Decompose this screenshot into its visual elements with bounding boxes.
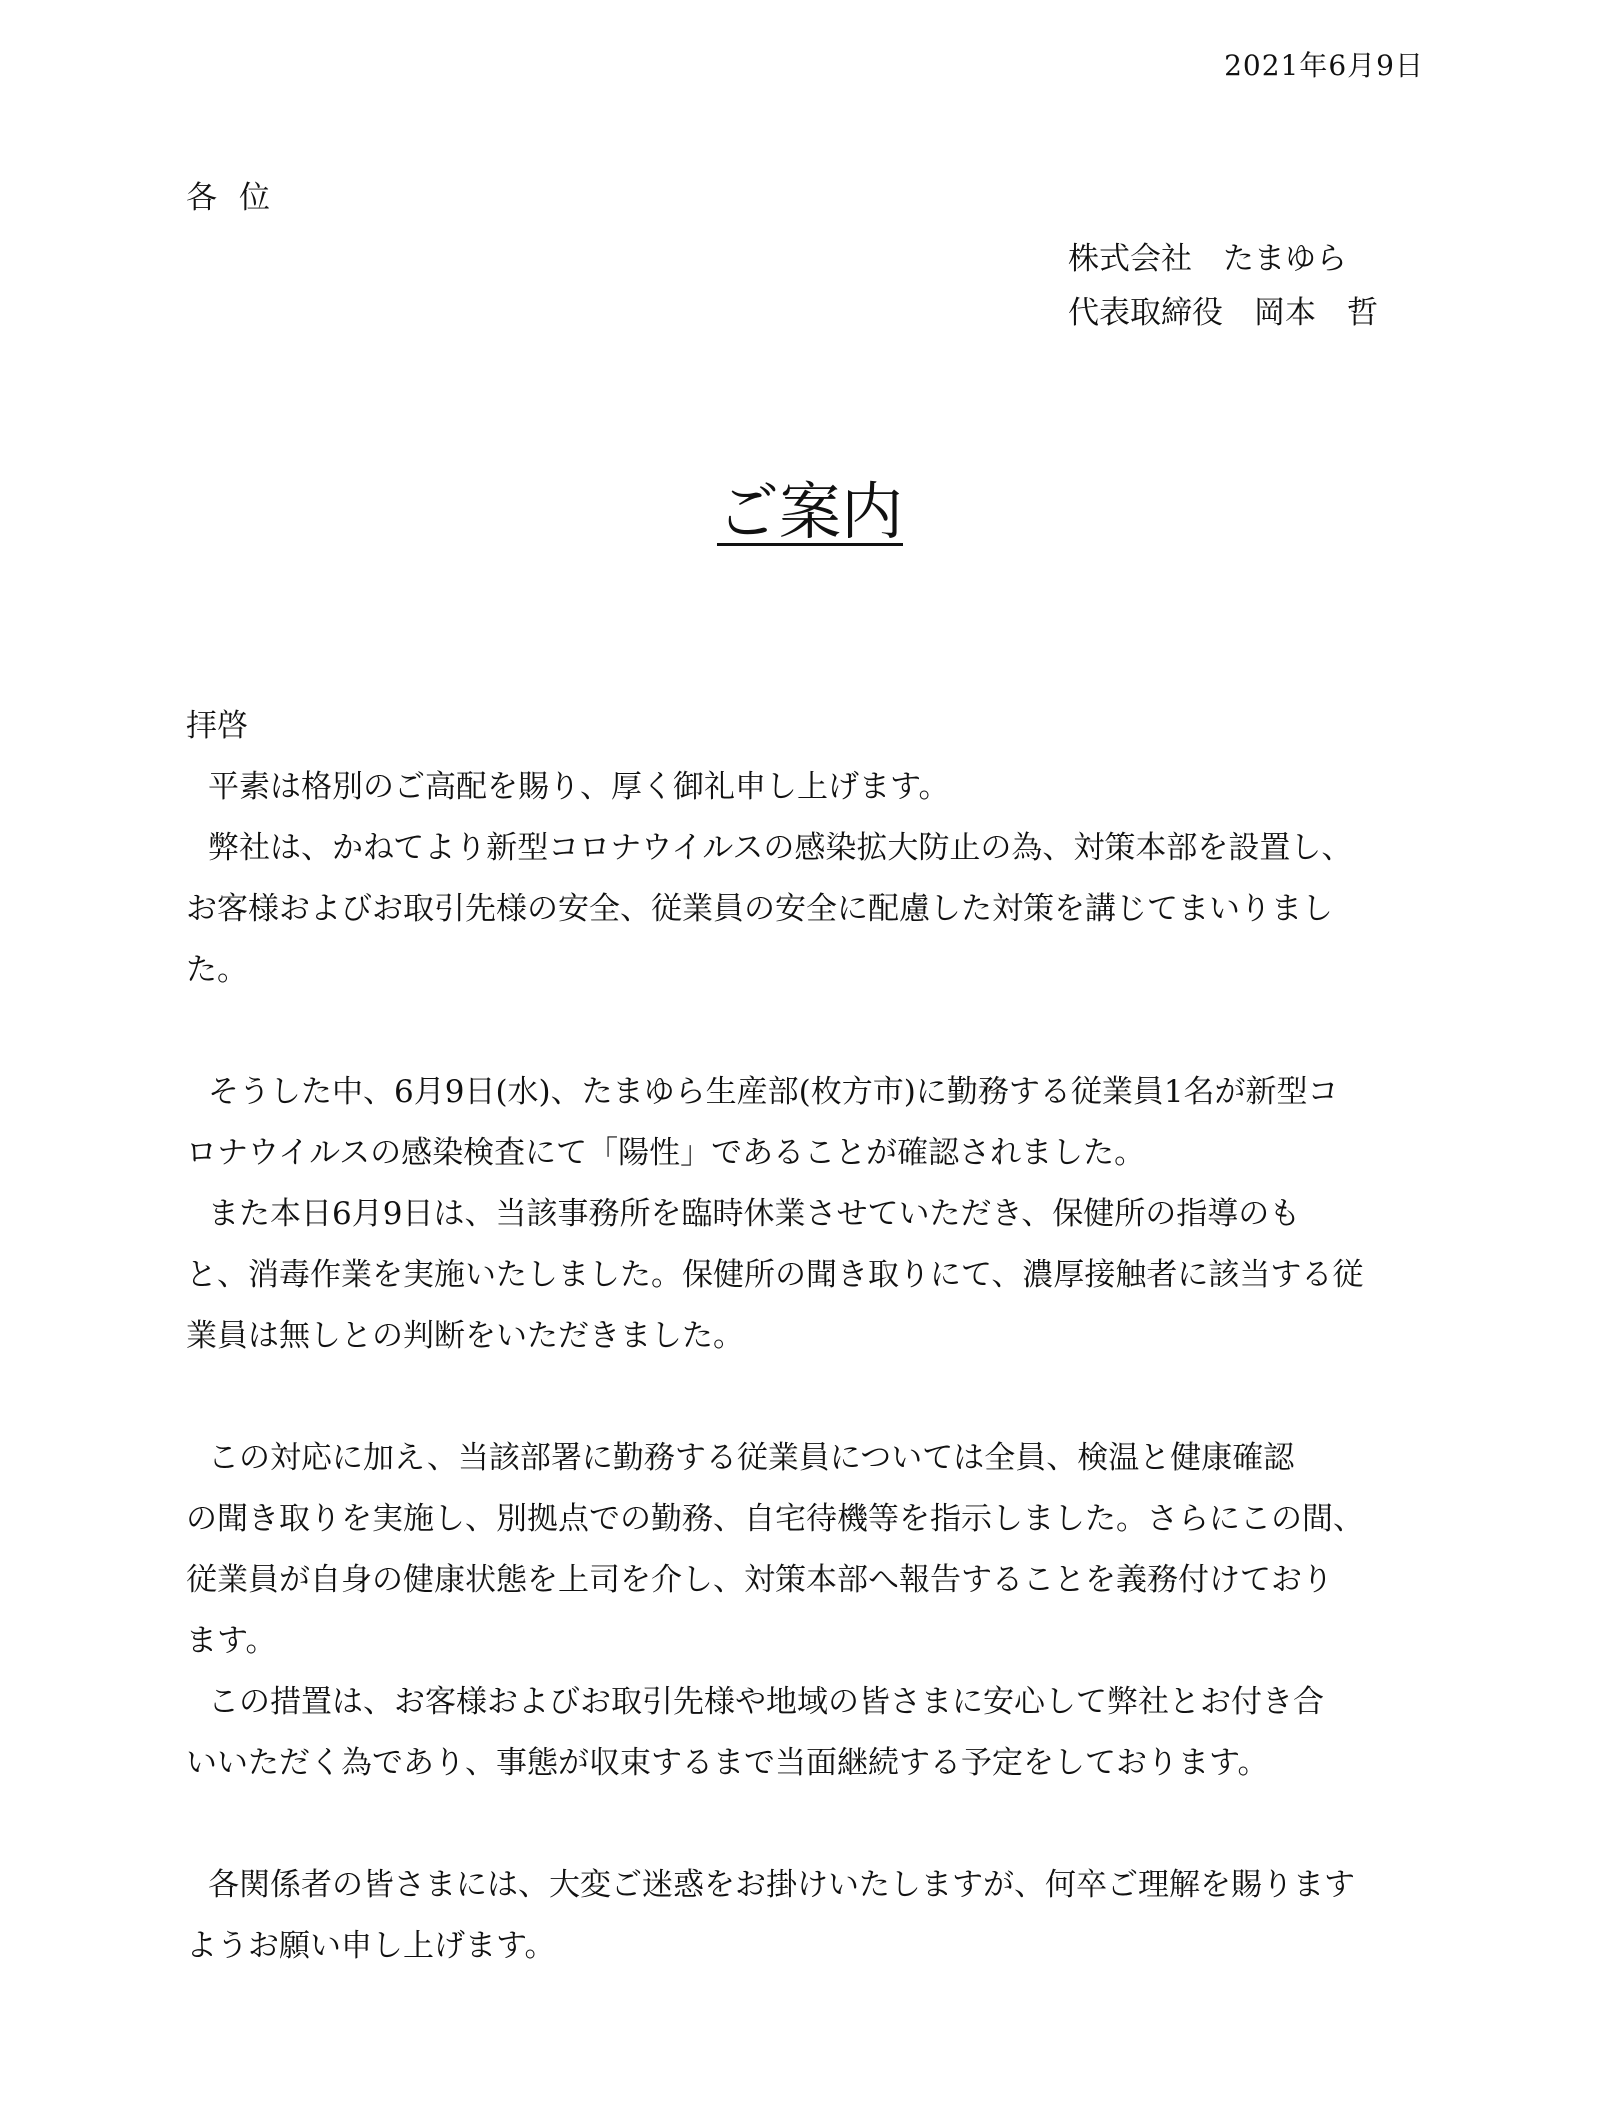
- paragraph-line: 各関係者の皆さまには、大変ご迷惑をお掛けいたしますが、何卒ご理解を賜ります: [208, 1867, 1355, 1903]
- paragraph-line: また本日6月9日は、当該事務所を臨時休業させていただき、保健所の指導のも: [208, 1196, 1301, 1232]
- document-title-wrapper: [0, 462, 1620, 551]
- paragraph-gap: [186, 1367, 1438, 1428]
- paragraph-line: 平素は格別のご高配を賜り、厚く御礼申し上げます。: [208, 769, 950, 805]
- paragraph-line: の聞き取りを実施し、別拠点での勤務、自宅待機等を指示しました。さらにこの間、: [186, 1501, 1364, 1537]
- document-title: ご案内: [716, 475, 903, 548]
- document-date: 2021年6月9日: [1224, 49, 1424, 82]
- paragraph-line: た。: [186, 952, 248, 988]
- paragraph-line: この対応に加え、当該部署に勤務する従業員については全員、検温と健康確認: [208, 1440, 1295, 1476]
- paragraph-line: そうした中、6月9日(水)、たまゆら生産部(枚方市)に勤務する従業員1名が新型コ: [208, 1074, 1339, 1110]
- sender-block: [1068, 232, 1378, 340]
- paragraph-line: この措置は、お客様およびお取引先様や地域の皆さまに安心して弊社とお付き合: [208, 1684, 1324, 1720]
- paragraph-line: 弊社は、かねてより新型コロナウイルスの感染拡大防止の為、対策本部を設置し、: [208, 830, 1353, 866]
- paragraph-gap: [186, 1001, 1438, 1062]
- paragraph-line: お客様およびお取引先様の安全、従業員の安全に配慮した対策を講じてまいりまし: [186, 891, 1333, 927]
- paragraph-line: 業員は無しとの判断をいただきました。: [186, 1318, 744, 1354]
- paragraph-line: 従業員が自身の健康状態を上司を介し、対策本部へ報告することを義務付けており: [186, 1562, 1333, 1598]
- paragraph-line: ます。: [186, 1623, 277, 1659]
- addressee: 各位: [186, 180, 292, 216]
- paragraph-line: いいただく為であり、事態が収束するまで当面継続する予定をしております。: [186, 1745, 1269, 1781]
- paragraph-line: ようお願い申し上げます。: [186, 1928, 556, 1964]
- representative-name: 代表取締役 岡本 哲: [1068, 295, 1378, 331]
- greeting: 拝啓: [186, 708, 248, 744]
- paragraph-gap: [186, 1794, 1438, 1855]
- company-name: 株式会社 たまゆら: [1068, 241, 1347, 277]
- paragraph-line: と、消毒作業を実施いたしました。保健所の聞き取りにて、濃厚接触者に該当する従: [186, 1257, 1364, 1293]
- paragraph-line: ロナウイルスの感染検査にて「陽性」であることが確認されました。: [186, 1135, 1146, 1171]
- document-body: [186, 696, 1438, 1977]
